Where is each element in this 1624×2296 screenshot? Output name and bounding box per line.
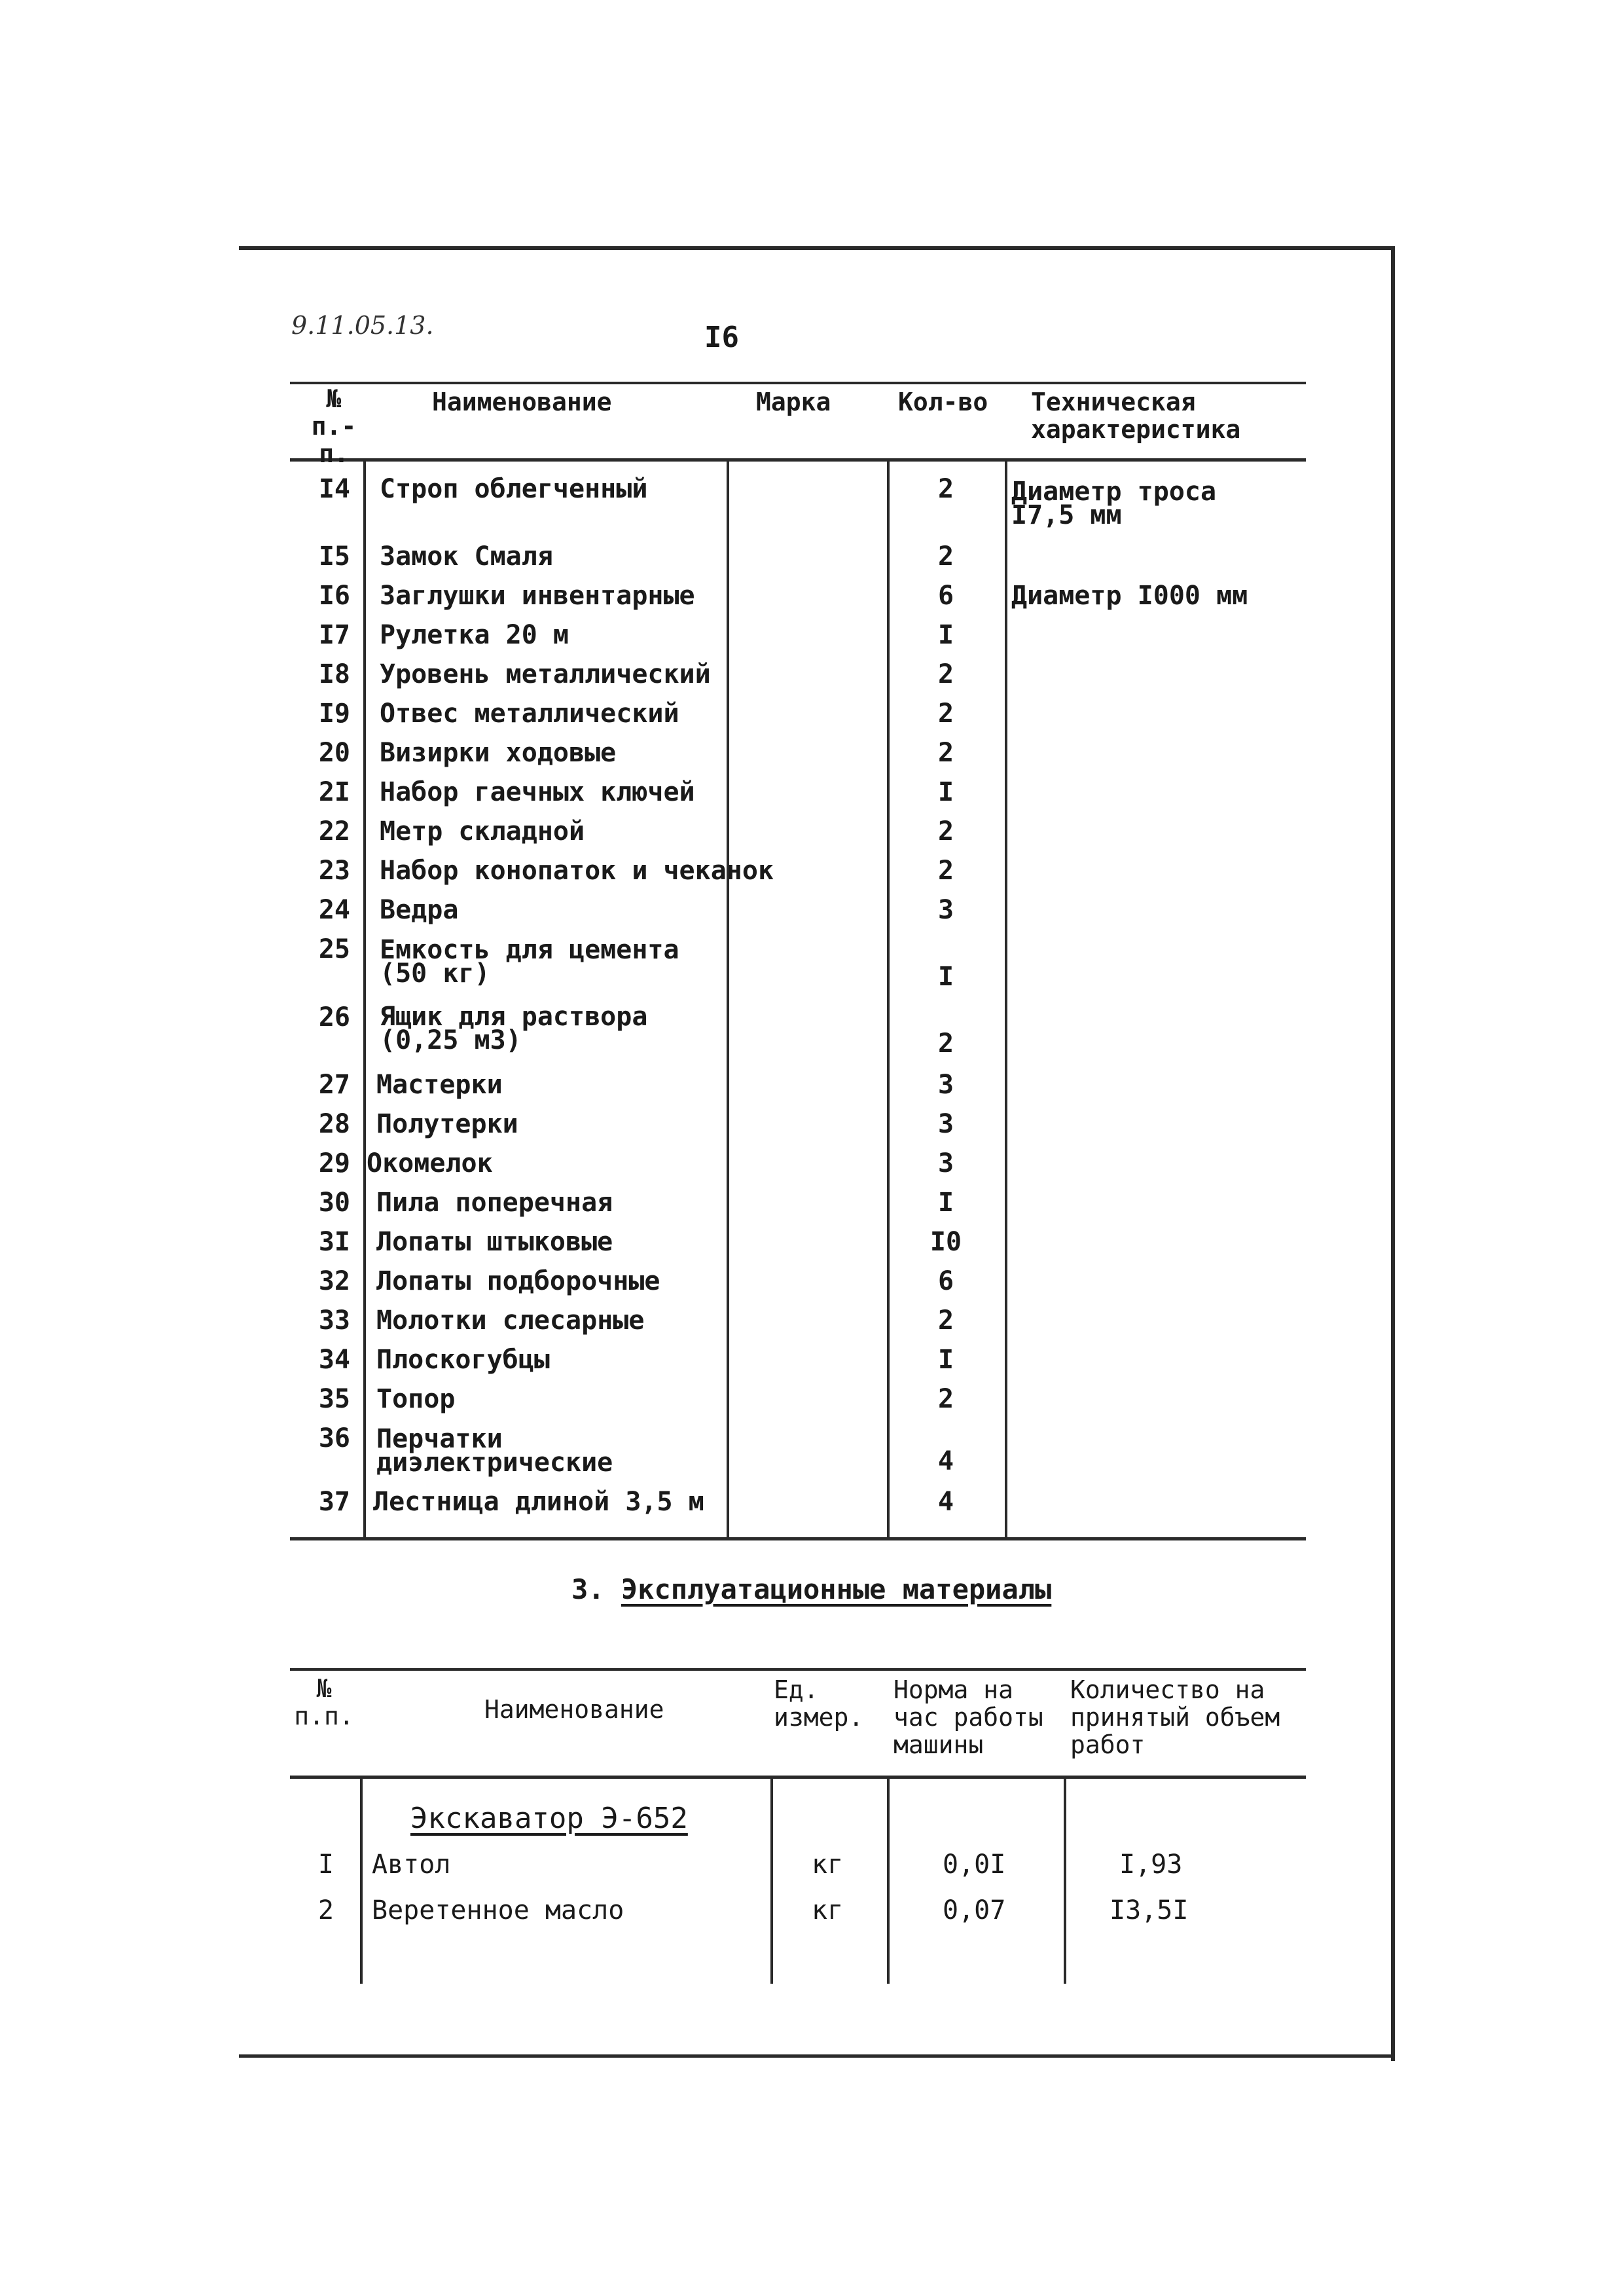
row-quantity: 3 bbox=[937, 1148, 954, 1178]
page-number: I6 bbox=[704, 321, 739, 354]
row-number: 27 bbox=[318, 1070, 350, 1100]
row-quantity: 2 bbox=[937, 738, 954, 768]
row-number: 22 bbox=[318, 816, 350, 847]
table2-col-divider bbox=[360, 1776, 363, 1984]
header-unit: Ед. измер. bbox=[774, 1675, 864, 1732]
row-number: 36 bbox=[318, 1423, 350, 1453]
row-quantity: 2 bbox=[937, 816, 954, 847]
row-number: 2 bbox=[317, 1895, 334, 1925]
table2-col-divider bbox=[1064, 1776, 1066, 1984]
row-name: Набор гаечных ключей bbox=[380, 777, 695, 807]
row-quantity: 4 bbox=[937, 1487, 954, 1517]
row-number: I7 bbox=[318, 620, 350, 650]
header-number: № п.п. bbox=[294, 1674, 354, 1730]
section-3-heading bbox=[571, 1573, 1051, 1605]
row-name: Плоскогубцы bbox=[376, 1345, 550, 1375]
page-frame-top bbox=[239, 246, 1395, 250]
row-tech: Диаметр троса I7,5 мм bbox=[1011, 477, 1217, 530]
row-name: Отвес металлический bbox=[380, 699, 679, 729]
row-number: I4 bbox=[318, 474, 350, 504]
row-amount: I3,5I bbox=[1110, 1895, 1189, 1925]
row-name: Набор конопаток и чеканок bbox=[380, 856, 774, 886]
table1-top-rule bbox=[290, 382, 1306, 384]
row-name: Лестница длиной 3,5 м bbox=[373, 1487, 704, 1517]
row-quantity: 2 bbox=[937, 699, 954, 729]
row-quantity: I0 bbox=[929, 1227, 962, 1257]
row-name: Емкость для цемента (50 кг) bbox=[380, 935, 679, 989]
row-number: 2I bbox=[318, 777, 350, 807]
row-quantity: 2 bbox=[937, 541, 954, 572]
row-name: Рулетка 20 м bbox=[380, 620, 569, 650]
row-norm: 0,0I bbox=[943, 1850, 1006, 1880]
row-name: Перчатки диэлектрические bbox=[376, 1424, 613, 1478]
row-number: 3I bbox=[318, 1227, 350, 1257]
row-number: 20 bbox=[318, 738, 350, 768]
table1-col-divider bbox=[363, 458, 366, 1539]
document-code-stamp: 9.11.05.13. bbox=[291, 311, 434, 340]
row-quantity: I bbox=[937, 1188, 954, 1218]
row-quantity: 2 bbox=[937, 474, 954, 504]
header-name: Наименование bbox=[432, 388, 612, 416]
row-quantity: 6 bbox=[937, 581, 954, 611]
table2-top-rule bbox=[290, 1668, 1306, 1671]
row-name: Лопаты штыковые bbox=[376, 1227, 613, 1257]
row-number: I9 bbox=[318, 699, 350, 729]
row-tech: Диаметр I000 мм bbox=[1011, 581, 1248, 611]
row-quantity: I bbox=[937, 777, 954, 807]
header-quantity: Кол-во bbox=[898, 388, 988, 416]
row-number: 32 bbox=[318, 1266, 350, 1296]
table2-header-rule bbox=[290, 1776, 1306, 1779]
machine-subheading: Экскаватор Э-652 bbox=[410, 1802, 688, 1835]
row-name: Мастерки bbox=[376, 1070, 503, 1100]
row-quantity: 4 bbox=[937, 1446, 954, 1476]
header-tech-characteristics: Техническая характеристика bbox=[1031, 388, 1241, 444]
table1-col-divider bbox=[1005, 458, 1007, 1539]
row-quantity: I bbox=[937, 962, 954, 992]
row-name: Метр складной bbox=[380, 816, 585, 847]
row-number: 35 bbox=[318, 1384, 350, 1414]
table1-bottom-rule bbox=[290, 1537, 1306, 1540]
page-frame-bottom bbox=[239, 2054, 1395, 2058]
row-name: Пила поперечная bbox=[376, 1188, 613, 1218]
header-name: Наименование bbox=[484, 1695, 664, 1724]
row-number: 24 bbox=[318, 895, 350, 925]
row-number: I5 bbox=[318, 541, 350, 572]
row-number: 34 bbox=[318, 1345, 350, 1375]
row-name: Ведра bbox=[380, 895, 459, 925]
row-number: 33 bbox=[318, 1305, 350, 1336]
row-quantity: 2 bbox=[937, 659, 954, 689]
page-frame-right bbox=[1391, 246, 1395, 2061]
row-number: I6 bbox=[318, 581, 350, 611]
header-mark: Марка bbox=[756, 388, 831, 416]
row-name: Лопаты подборочные bbox=[376, 1266, 660, 1296]
row-quantity: I bbox=[937, 1345, 954, 1375]
row-number: I8 bbox=[318, 659, 350, 689]
table2-col-divider bbox=[887, 1776, 890, 1984]
row-quantity: 3 bbox=[937, 1109, 954, 1139]
row-quantity: 2 bbox=[937, 1305, 954, 1336]
table1-col-divider bbox=[727, 458, 729, 1539]
section-title: Эксплуатационные материалы bbox=[621, 1573, 1052, 1605]
row-quantity: I bbox=[937, 620, 954, 650]
row-norm: 0,07 bbox=[943, 1895, 1006, 1925]
header-norm: Норма на час работы машины bbox=[893, 1675, 1043, 1759]
table1-col-divider bbox=[887, 458, 890, 1539]
row-name: Визирки ходовые bbox=[380, 738, 617, 768]
row-name: Заглушки инвентарные bbox=[380, 581, 695, 611]
row-number: 26 bbox=[318, 1002, 350, 1032]
row-name: Веретенное масло bbox=[372, 1895, 624, 1925]
row-name: Ящик для раствора (0,25 м3) bbox=[380, 1002, 648, 1055]
table1-header-rule bbox=[290, 458, 1306, 462]
row-number: 25 bbox=[318, 934, 350, 964]
row-quantity: 2 bbox=[937, 856, 954, 886]
row-name: Строп облегченный bbox=[380, 474, 648, 504]
row-number: 29 bbox=[318, 1148, 350, 1178]
section-number: 3. bbox=[571, 1573, 605, 1605]
row-number: 30 bbox=[318, 1188, 350, 1218]
row-name: Замок Смаля bbox=[380, 541, 553, 572]
table2-col-divider bbox=[770, 1776, 773, 1984]
row-unit: кг bbox=[812, 1850, 844, 1880]
row-name: Полутерки bbox=[376, 1109, 518, 1139]
row-name: Окомелок bbox=[367, 1148, 493, 1178]
row-quantity: 2 bbox=[937, 1029, 954, 1059]
row-number: 23 bbox=[318, 856, 350, 886]
row-number: I bbox=[317, 1850, 334, 1880]
header-amount: Количество на принятый объем работ bbox=[1070, 1675, 1280, 1759]
row-quantity: 6 bbox=[937, 1266, 954, 1296]
row-name: Автол bbox=[372, 1850, 451, 1880]
row-name: Топор bbox=[376, 1384, 456, 1414]
row-amount: I,93 bbox=[1119, 1850, 1183, 1880]
row-name: Уровень металлический bbox=[380, 659, 711, 689]
row-number: 28 bbox=[318, 1109, 350, 1139]
row-quantity: 3 bbox=[937, 895, 954, 925]
row-name: Молотки слесарные bbox=[376, 1305, 645, 1336]
row-quantity: 3 bbox=[937, 1070, 954, 1100]
row-unit: кг bbox=[812, 1895, 844, 1925]
header-number: № п.-п. bbox=[311, 384, 357, 468]
row-number: 37 bbox=[318, 1487, 350, 1517]
row-quantity: 2 bbox=[937, 1384, 954, 1414]
